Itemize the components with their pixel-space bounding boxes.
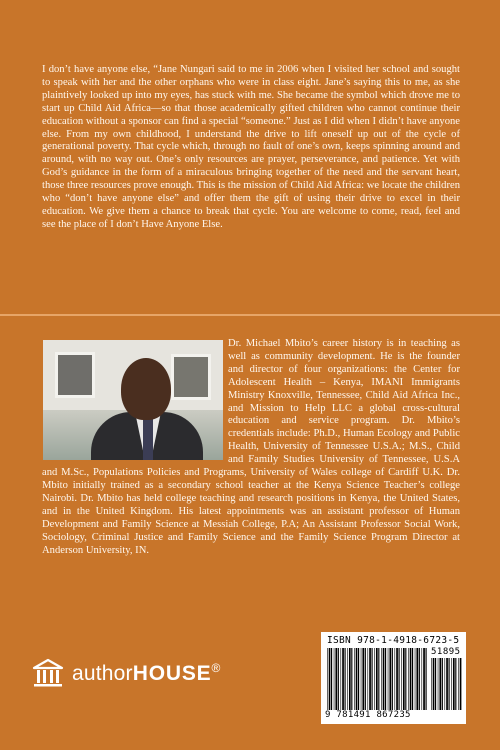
barcode-bar [433,658,435,710]
barcode-bar [449,658,450,710]
barcode-bar [374,648,375,710]
barcode-bar [389,648,391,710]
publisher-name-light: author [72,661,133,685]
barcode-bar [445,658,446,710]
barcode-bar [329,648,331,710]
barcode-bar [345,648,346,710]
barcode-bar [351,648,352,710]
author-bio-block [42,338,460,557]
section-divider [0,314,500,316]
barcode-bar [451,658,452,710]
barcode-bar [388,648,389,710]
barcode-bar [401,648,402,710]
barcode-bar [392,648,393,710]
building-columns-icon [30,657,66,689]
barcode-bar [426,648,427,710]
publisher-name-bold: HOUSE [132,661,212,685]
addon-number: 51895 [431,647,461,657]
barcode-bar [416,648,418,710]
barcode-bar [395,648,396,710]
ean-number: 9 781491 867235 [325,710,411,720]
publisher-logo [30,657,240,689]
barcode-bar [458,658,459,710]
isbn-text: ISBN 978-1-4918-6723-5 [327,635,460,646]
book-blurb: I don’t have anyone else, “Jane Nungari said to me in 2006 when I visited her school and sought to speak with her and the other orphans who were in class eight. Jane’s saying this to me, as she plaintively looked up into my eyes, has stuck with me. She became the symbol which drove me to start up Child Aid Africa—so that those academically gifted children who cannot continue their education without a sponsor can find a special “someone.” Just as I did when I didn’t have anyone else. From my own childhood, I understand the drive to lift oneself up out of the cycle of generational poverty. That cycle which, through no fault of one’s own, keeps spinning around and around, with no way out. One’s only resources are prayer, perseverance, and patience. Yet with God’s guidance in the form of a miraculous bringing together of the need and the servant heart, those three resources prove enough. This is the mission of Child Aid Africa: we locate the children who “don’t have anyone else” and offer them the gift of using their drive to excel in their education. We give them a chance to break that cycle. You are welcome to come, read, feel and see the place of I don’t Have Anyone Else. [42,64,460,230]
barcode-bar [415,648,416,710]
barcode-bar [399,648,400,710]
barcode-bar [419,648,420,710]
registered-mark: ® [211,660,221,675]
barcode-bar [362,648,364,710]
barcode-bar [365,648,366,710]
barcode-bar [376,648,378,710]
barcode-bar [358,648,359,710]
barcode-bar [327,648,328,710]
barcode-bar [368,648,369,710]
barcode-bar [349,648,351,710]
barcode-bar [403,648,405,710]
barcode-bar [342,648,344,710]
barcode-bar [453,658,455,710]
addon-barcode-bars [431,658,463,710]
author-bio: Dr. Michael Mbito’s career history is in teaching as well as community development. He is the founder and director of four organizations: the Center for Adolescent Health – Kenya, IMANI Immigrants Ministry Knoxville, Tennessee, Child Aid Africa Inc., and Mission to Help LLC a global cross-cultural education and service program. Dr. Mbito’s credentials include: Ph.D., Human Ecology and Public Health, University of Tennessee U.S.A.; M.S., Child and Family Studies University of Tennessee, U.S.A and M.Sc., Populations Policies and Programs, University of Wales college of Cardiff U.K. Dr. Mbito initially trained as a secondary school teacher at the Kenya Science Teacher’s college Nairobi. Dr. Mbito has held college teaching and research positions in Kenya, the United States, and in the United Kingdom. His latest appointments was an assistant professor of Human Development and Family Science at Messiah College, P.A; An Assistant Professor Social Work, Sociology, Criminal Justice and Family Science and the Family Science Program Director at Anderson University, IN. [42,338,460,556]
barcode-bar [378,648,379,710]
barcode-bar [438,658,439,710]
barcode-bar [396,648,398,710]
barcode-bar [341,648,342,710]
barcode-bar [439,658,441,710]
barcode-bar [356,648,358,710]
barcode-bar [408,648,409,710]
barcode-bar [369,648,371,710]
barcode-bar [423,648,425,710]
barcode-bar [431,658,432,710]
barcode-bar [446,658,448,710]
barcode-bar [412,648,413,710]
barcode-bar [435,658,436,710]
publisher-name [72,661,220,686]
barcode-bar [405,648,406,710]
barcode-bar [338,648,339,710]
isbn-barcode [321,632,466,724]
barcode-bar [347,648,348,710]
barcode-bar [460,658,462,710]
ean-barcode-bars [327,648,427,710]
barcode-bar [361,648,362,710]
barcode-bar [335,648,337,710]
barcode-bar [442,658,443,710]
barcode-bar [372,648,373,710]
barcode-bar [410,648,412,710]
barcode-bar [385,648,386,710]
barcode-bar [381,648,382,710]
barcode-bar [331,648,332,710]
barcode-bar [455,658,456,710]
barcode-bar [354,648,355,710]
barcode-bar [334,648,335,710]
photo-spacer [42,338,228,462]
barcode-bar [383,648,385,710]
barcode-bar [422,648,423,710]
